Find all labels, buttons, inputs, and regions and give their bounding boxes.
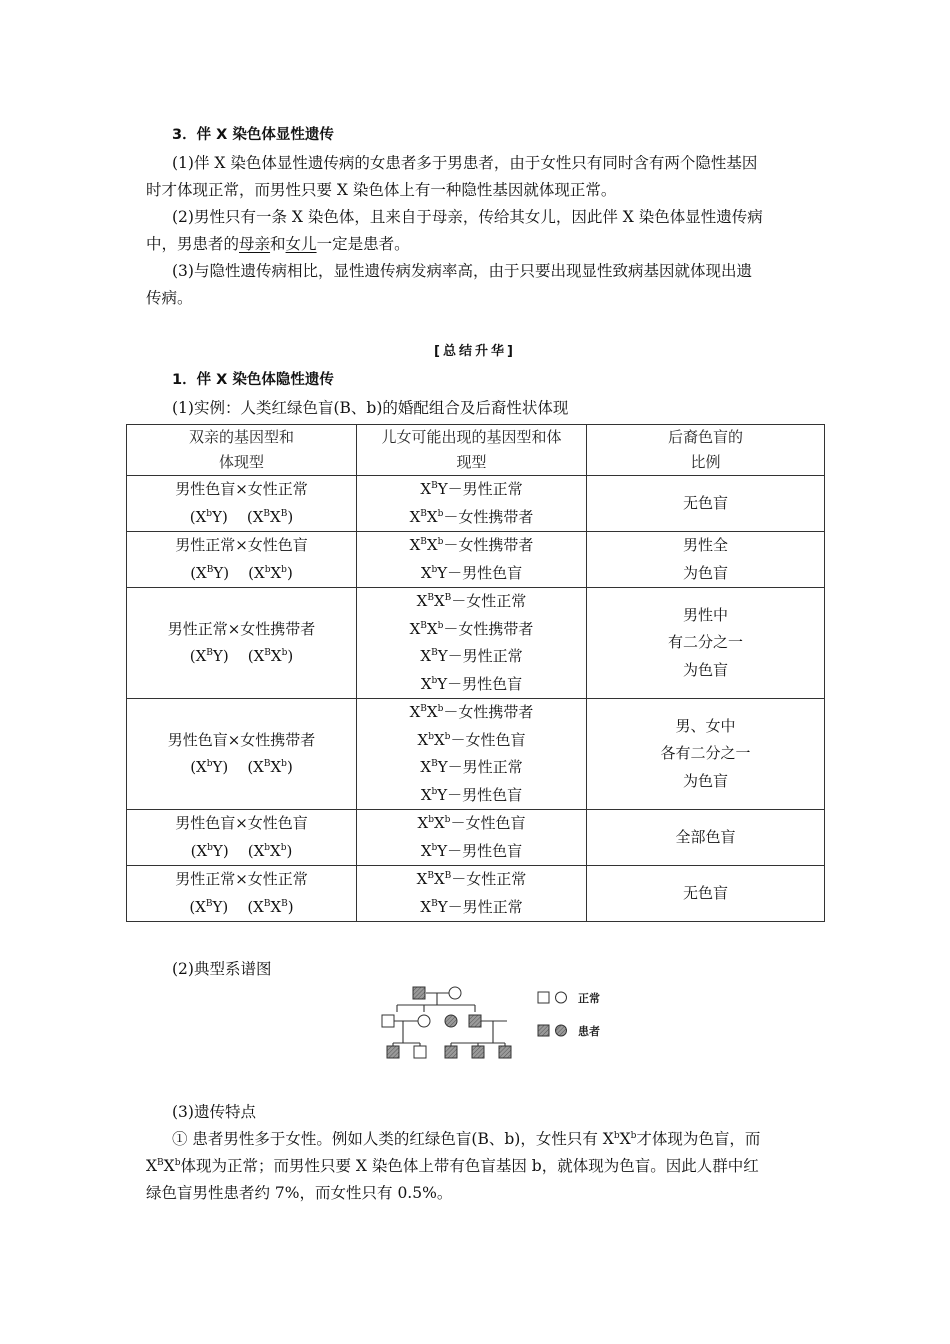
cell-line: 各有二分之一	[660, 744, 751, 763]
paragraph-2-line-2	[146, 233, 410, 255]
legend-normal-label: 正常	[578, 992, 600, 1005]
traits-line-2	[146, 1155, 759, 1177]
example-caption: (1)实例：人类红绿色盲(B、b)的婚配组合及后裔性状体现	[172, 399, 569, 417]
superscript: b	[431, 786, 438, 797]
paragraph-1-line-2: 时才体现正常，而男性只要 X 染色体上有一种隐性基因就体现正常。	[146, 181, 617, 199]
children-cell	[357, 532, 587, 588]
text-run: X	[163, 1157, 175, 1175]
text-run: 和	[270, 235, 286, 253]
cell-line: 无色盲	[682, 493, 728, 512]
pedigree-heading: (2)典型系谱图	[172, 960, 272, 978]
superscript: b	[437, 508, 444, 519]
superscript: b	[281, 759, 287, 769]
cell-line: 现型	[456, 453, 487, 471]
grandfather-affected-male	[413, 987, 425, 999]
cell-line: $X^bY-$男性色盲	[420, 841, 523, 860]
legend-affected-male-icon	[538, 1025, 549, 1036]
ratio-cell	[587, 588, 825, 699]
superscript: B	[420, 704, 427, 714]
children-cell	[357, 588, 587, 699]
superscript: b	[428, 815, 434, 825]
superscript: B	[427, 593, 434, 603]
grandmother-normal-female	[449, 987, 461, 999]
cell-line: $(X^bY)$ $(X^bX^b)$	[190, 841, 293, 860]
daughter-affected-female	[445, 1015, 457, 1027]
cell-line: $X^BY-$男性正常	[420, 480, 523, 498]
cell-line: $X^bY-$男性色盲	[420, 563, 523, 582]
paragraph-3-line-2: 传病。	[146, 289, 193, 307]
cell-line: $(X^BY)$ $(X^bX^b)$	[190, 563, 293, 582]
superscript: B	[263, 508, 271, 519]
cell-line: $X^bY-$男性色盲	[420, 785, 523, 804]
superscript: B	[263, 759, 271, 769]
cell-line: 儿女可能出现的基因型和体	[381, 428, 562, 446]
cell-line: $X^BY-$男性正常	[420, 758, 523, 776]
cell-line: $X^BX^b-$女性携带者	[409, 619, 534, 638]
parents-cell	[127, 810, 357, 866]
superscript: b	[630, 1131, 637, 1141]
legend-affected-female-icon	[556, 1025, 567, 1036]
table-body	[127, 425, 825, 922]
superscript: b	[437, 620, 444, 631]
superscript: B	[427, 871, 434, 881]
cell-line: 体现型	[218, 453, 264, 471]
cell-line: 男性中	[682, 605, 728, 624]
superscript: b	[174, 1158, 181, 1168]
cell-line: $X^BY-$男性正常	[420, 897, 523, 916]
cell-line: 后裔色盲的	[667, 428, 743, 446]
header-parents	[127, 425, 357, 476]
superscript: b	[431, 564, 438, 575]
cell-line: $(X^BY)$ $(X^BX^b)$	[189, 647, 294, 665]
cell-line: 男性正常×女性携带者	[167, 619, 316, 638]
superscript: b	[444, 815, 451, 825]
cell-line: 全部色盲	[675, 827, 736, 846]
superscript: b	[280, 842, 287, 853]
superscript: b	[264, 842, 271, 853]
grandchild-affected-3	[499, 1046, 511, 1058]
grandchild-affected-2	[472, 1046, 484, 1058]
daughter-normal-female	[418, 1015, 430, 1027]
table-row	[127, 476, 825, 532]
ratio-cell	[587, 810, 825, 866]
header-ratio	[587, 425, 825, 476]
grandchild-affected-1	[445, 1046, 457, 1058]
superscript: B	[420, 620, 427, 631]
superscript: b	[613, 1131, 620, 1141]
cell-line: $X^BX^B-$女性正常	[416, 870, 527, 888]
cell-line: $X^BX^b-$女性携带者	[409, 536, 534, 554]
text-run: X	[619, 1130, 631, 1148]
superscript: B	[206, 648, 213, 658]
cell-line: $X^bY-$男性色盲	[420, 674, 523, 693]
text-run: X	[146, 1157, 158, 1175]
superscript: b	[206, 508, 213, 519]
legend-normal-female-icon	[556, 992, 567, 1003]
traits-heading: (3)遗传特点	[172, 1103, 256, 1121]
text-run: 体现为正常；而男性只要 X 染色体上带有色盲基因 b，就体现为色盲。因此人群中红	[180, 1157, 759, 1175]
children-cell	[357, 866, 587, 922]
children-cell	[357, 699, 587, 810]
underlined-term-daughter: 女儿	[285, 235, 317, 253]
text-run: 才体现为色盲，而	[636, 1130, 761, 1148]
cell-line: 男性正常×女性色盲	[175, 536, 308, 554]
superscript: B	[263, 898, 271, 909]
cell-line: $(X^BY)$ $(X^BX^B)$	[189, 897, 294, 916]
cell-line: $(X^bY)$ $(X^BX^B)$	[189, 507, 294, 526]
parents-cell	[127, 866, 357, 922]
superscript: b	[428, 731, 434, 742]
paragraph-3-line-1: (3)与隐性遗传病相比，显性遗传病发病率高，由于只要出现显性致病基因就体现出遗	[172, 262, 752, 280]
text-run: 一定是患者。	[316, 235, 410, 253]
cell-line: 比例	[690, 453, 721, 471]
superscript: b	[431, 675, 438, 686]
superscript: b	[206, 759, 213, 769]
legend-affected-label: 患者	[578, 1025, 600, 1038]
parents-cell	[127, 699, 357, 810]
grandson-affected-male	[387, 1046, 399, 1058]
text-run: ① 患者男性多于女性。例如人类的红绿色盲(B、b)，女性只有 X	[172, 1130, 614, 1148]
section-1-heading: 1．伴 X 染色体隐性遗传	[172, 372, 334, 388]
superscript: B	[280, 508, 288, 519]
children-cell	[357, 810, 587, 866]
table-row	[127, 810, 825, 866]
genetics-table	[126, 424, 825, 922]
superscript: B	[420, 508, 427, 519]
cell-line: 为色盲	[682, 660, 728, 679]
paragraph-1-line-1: (1)伴 X 染色体显性遗传病的女患者多于男患者，由于女性只有同时含有两个隐性基因	[172, 154, 758, 172]
paragraph-2-line-1: (2)男性只有一条 X 染色体，且来自于母亲，传给其女儿，因此伴 X 染色体显性遗传病	[172, 208, 763, 226]
superscript: b	[437, 537, 444, 547]
cell-line: $X^BY-$男性正常	[420, 647, 523, 665]
superscript: b	[207, 842, 213, 853]
ratio-cell	[587, 476, 825, 532]
section-3-heading: 3．伴 X 染色体显性遗传	[172, 127, 334, 143]
cell-line: 为色盲	[682, 563, 728, 582]
cell-line: 男性正常×女性正常	[175, 870, 308, 888]
superscript: b	[437, 704, 444, 714]
cell-line: $X^bX^b-$女性色盲	[417, 814, 526, 832]
parents-cell	[127, 532, 357, 588]
superscript: B	[431, 898, 438, 909]
superscript: B	[157, 1158, 164, 1168]
superscript: B	[444, 593, 452, 603]
superscript: b	[264, 564, 271, 575]
table-row	[127, 588, 825, 699]
text-run: 中，男患者的	[146, 235, 240, 253]
superscript: B	[444, 871, 452, 881]
legend-normal-male-icon	[538, 992, 549, 1003]
cell-line: 无色盲	[682, 883, 728, 902]
grandson-normal-male	[414, 1046, 426, 1058]
ratio-cell	[587, 699, 825, 810]
ratio-cell	[587, 866, 825, 922]
cell-line: 男性全	[682, 536, 728, 554]
pedigree-chart	[375, 982, 625, 1064]
parents-cell	[127, 588, 357, 699]
cell-line: $X^BX^B-$女性正常	[416, 592, 527, 610]
superscript: B	[420, 537, 427, 547]
father-normal-male	[382, 1015, 394, 1027]
cell-line: 为色盲	[682, 771, 728, 790]
parents-cell	[127, 476, 357, 532]
cell-line: $(X^bY)$ $(X^BX^b)$	[190, 758, 293, 776]
traits-line-3: 绿色盲男性患者约 7%，而女性只有 0.5%。	[146, 1184, 453, 1202]
table-row	[127, 532, 825, 588]
superscript: b	[431, 842, 438, 853]
ratio-cell	[587, 532, 825, 588]
cell-line: $X^bX^b-$女性色盲	[417, 730, 526, 749]
superscript: B	[205, 898, 213, 909]
cell-line: 男性色盲×女性正常	[175, 480, 308, 498]
table-header-row	[127, 425, 825, 476]
superscript: B	[281, 898, 288, 909]
cell-line: $X^BX^b-$女性携带者	[409, 507, 534, 526]
header-children	[357, 425, 587, 476]
superscript: B	[431, 648, 438, 658]
superscript: B	[264, 648, 271, 658]
cell-line: $X^BX^b-$女性携带者	[409, 703, 534, 721]
table-row	[127, 866, 825, 922]
cell-line: 男性色盲×女性色盲	[175, 814, 308, 832]
superscript: B	[431, 759, 438, 769]
underlined-term-mother: 母亲	[239, 235, 271, 253]
son-in-law-affected-male	[469, 1015, 481, 1027]
summary-title: [总结升华]	[434, 344, 516, 359]
cell-line: 双亲的基因型和	[188, 428, 294, 446]
children-cell	[357, 476, 587, 532]
cell-line: 男、女中	[675, 716, 736, 735]
superscript: B	[431, 481, 438, 491]
superscript: b	[444, 731, 451, 742]
table-row	[127, 699, 825, 810]
traits-line-1	[172, 1128, 760, 1150]
superscript: b	[281, 648, 288, 658]
superscript: b	[281, 564, 287, 575]
superscript: B	[206, 564, 214, 575]
cell-line: 男性色盲×女性携带者	[167, 730, 316, 749]
cell-line: 有二分之一	[667, 633, 743, 652]
